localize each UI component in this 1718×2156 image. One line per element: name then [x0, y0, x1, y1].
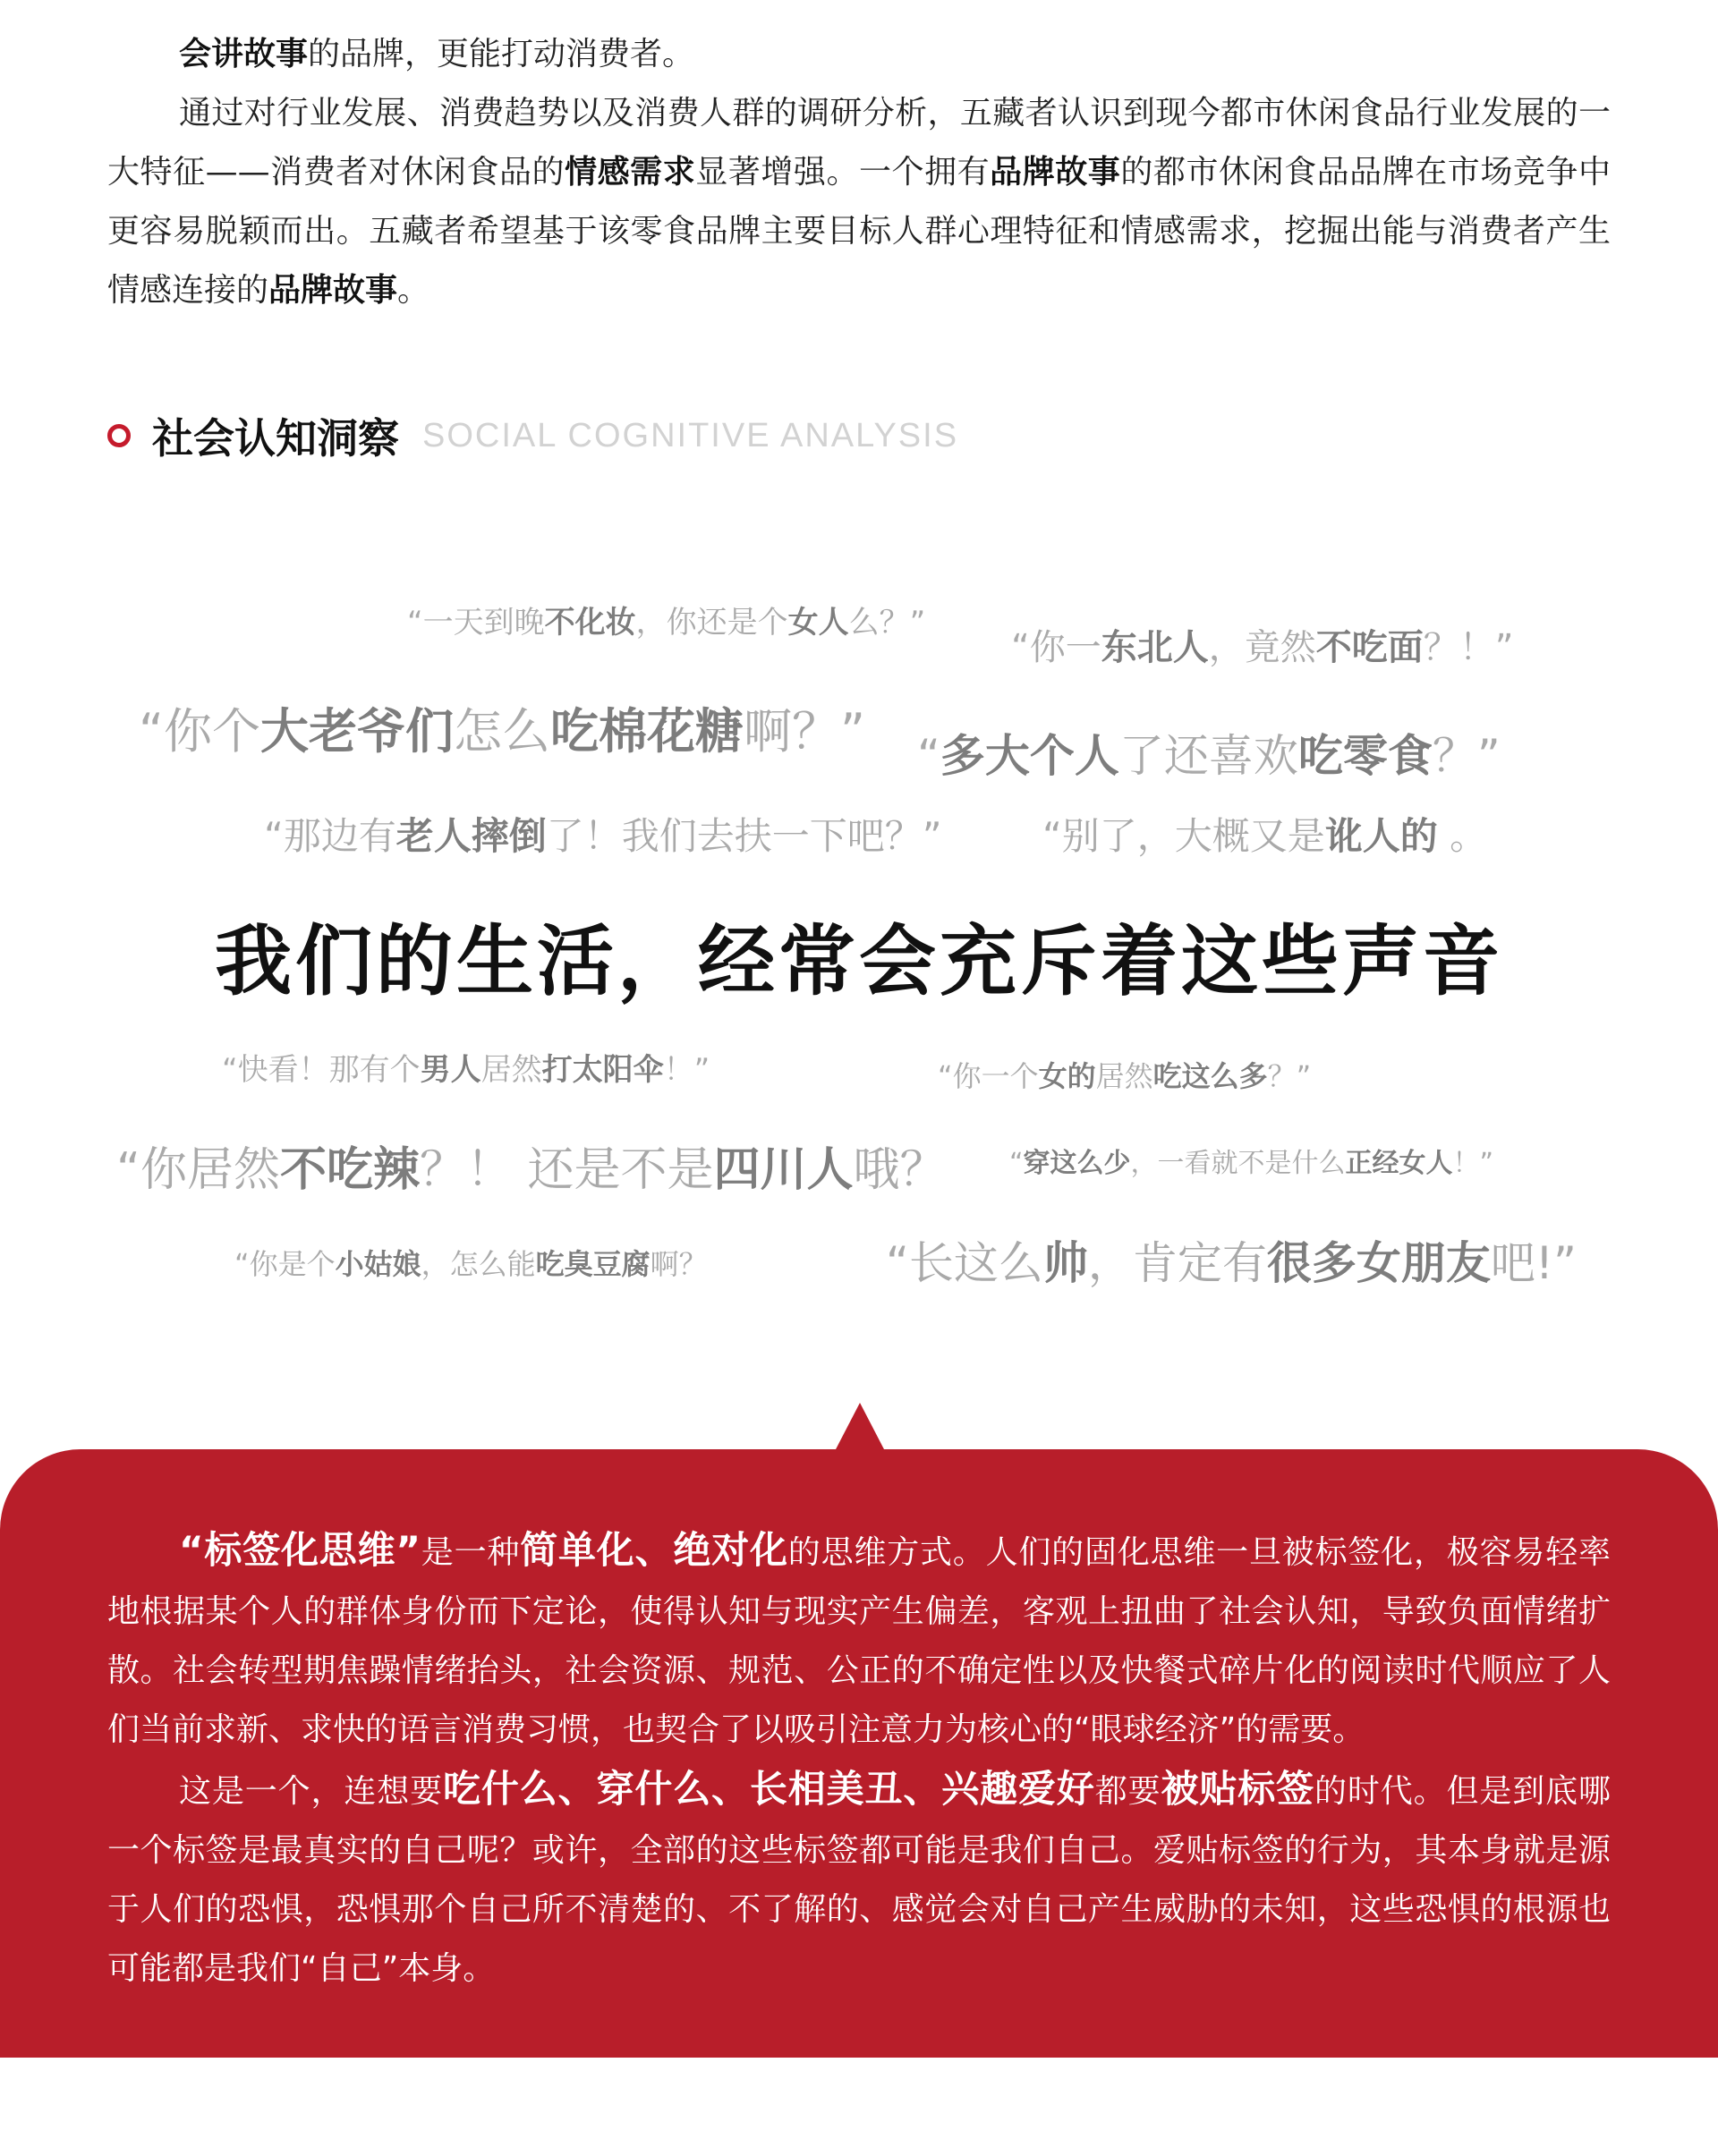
emphasis-text: 正经女人 [1345, 1148, 1453, 1179]
section-subtitle: SOCIAL COGNITIVE ANALYSIS [422, 416, 959, 454]
text-run: 这是一个，连想要 [179, 1773, 443, 1810]
emphasis-text: 很多女朋友 [1266, 1237, 1491, 1289]
text-run: “你一个 [938, 1059, 1039, 1093]
quote-item [234, 1242, 708, 1283]
emphasis-text: 老人摔倒 [395, 814, 547, 858]
quote-item [407, 598, 925, 641]
text-run: “ [917, 730, 940, 782]
text-run: “长这么 [886, 1237, 1043, 1289]
text-run: ，肯定有 [1087, 1237, 1267, 1289]
text-run: ？！” [1423, 627, 1514, 668]
quote-item [1009, 1141, 1493, 1180]
callout-paragraph-2 [107, 1760, 1611, 1999]
emphasis-text: 品牌故事 [990, 154, 1121, 191]
emphasis-text: 男人 [420, 1052, 481, 1088]
text-run: 。 [1437, 814, 1488, 858]
text-run: “你是个 [234, 1247, 336, 1281]
emphasis-text: 女人 [787, 605, 849, 641]
callout-paragraph-1 [107, 1521, 1611, 1760]
text-run: 么？” [848, 605, 926, 641]
emphasis-text: 会讲故事 [179, 36, 309, 72]
text-run: 吧!” [1490, 1237, 1577, 1289]
emphasis-text: 讹人的 [1324, 814, 1438, 858]
emphasis-text: 被贴标签 [1161, 1767, 1314, 1811]
text-run: 哦？ [853, 1143, 947, 1197]
text-run: “你居然 [116, 1143, 280, 1197]
text-run: ？” [1267, 1059, 1312, 1093]
text-run: 显著增强。一个拥有 [695, 154, 991, 191]
emphasis-text: 不吃面 [1315, 627, 1424, 668]
quote-item [1011, 619, 1513, 670]
emphasis-text: 吃什么、穿什么、长相美丑、兴趣爱好 [442, 1767, 1095, 1811]
text-run: ，怎么能 [421, 1247, 536, 1281]
quote-item [222, 1045, 710, 1089]
quote-item [1042, 807, 1487, 861]
headline: 我们的生活，经常会充斥着这些声音 [215, 917, 1503, 1006]
emphasis-text: 品牌故事 [268, 272, 398, 309]
emphasis-text: 四川人 [713, 1143, 854, 1197]
emphasis-text: 吃臭豆腐 [535, 1247, 651, 1281]
text-run: “你个 [139, 703, 260, 760]
section-heading [107, 404, 958, 467]
text-run: “你一 [1011, 627, 1101, 668]
text-run: ，竟然 [1208, 627, 1316, 668]
text-run: 是一种 [421, 1534, 521, 1571]
intro-paragraph-1 [107, 25, 1611, 84]
intro-paragraph-2 [107, 84, 1611, 320]
text-run: 都要 [1094, 1773, 1161, 1810]
callout-notch [835, 1403, 885, 1451]
emphasis-text: 帅 [1042, 1237, 1088, 1289]
text-run: ！” [663, 1052, 710, 1088]
text-run: 啊？” [743, 703, 865, 760]
emphasis-text: 吃这么多 [1152, 1059, 1268, 1093]
text-run: 了！我们去扶一下吧？” [546, 814, 942, 858]
emphasis-text: 女的 [1038, 1059, 1096, 1093]
circle-bullet-icon [107, 424, 131, 447]
text-run: ，一看就不是什么 [1130, 1148, 1346, 1179]
emphasis-text: 多大个人 [940, 730, 1119, 782]
emphasis-text: “标签化思维” [179, 1528, 421, 1572]
quote-item [139, 693, 865, 762]
text-run: ？” [1432, 730, 1501, 782]
text-run: “别了，大概又是 [1042, 814, 1325, 858]
emphasis-text: 小姑娘 [335, 1247, 421, 1281]
emphasis-text: 不化妆 [544, 605, 636, 641]
emphasis-text: 打太阳伞 [541, 1052, 664, 1088]
text-run: 的思维方式。人们的固化思维一旦被标签化，极容易轻率地根据某个人的群体身份而下定论，使得认知与现实产生偏差，客观上扭曲了社会认知，导致负面情绪扩散。社会转型期焦躁情绪抬头，社会资源、规范、公正的不确定性以及快餐式碎片化的阅读时代顺应了人们当前求新、求快的语言消费习惯，也契合了以吸引注意力为核心的“眼球经济”的需要。 [107, 1534, 1611, 1748]
emphasis-text: 简单化、绝对化 [520, 1528, 788, 1572]
emphasis-text: 吃零食 [1297, 730, 1433, 782]
text-run: 啊？ [650, 1247, 708, 1281]
text-run: 的时代。但是到底哪一个标签是最真实的自己呢？或许，全部的这些标签都可能是我们自己。爱贴标签的行为，其本身就是源于人们的恐惧，恐惧那个自己所不清楚的、不了解的、感觉会对自己产生威胁的未知，这些恐惧的根源也可能都是我们“自己”本身。 [107, 1773, 1611, 1987]
emphasis-text: 不吃辣 [279, 1143, 420, 1197]
text-run: “那边有 [264, 814, 396, 858]
text-run: “一天到晚 [407, 605, 545, 641]
text-run: 怎么 [453, 703, 550, 760]
text-run: “快看！那有个 [222, 1052, 421, 1088]
text-run: 的都市休闲食品品牌在市场竞争中更容易脱颖而出。五藏者希望基于该零食品牌主要目标人群心理特征和情感需求，挖掘出能与消费者产生情感连接的 [107, 154, 1611, 309]
text-run: “ [1009, 1148, 1024, 1179]
callout-text [107, 1521, 1611, 1999]
emphasis-text: 穿这么少 [1023, 1148, 1131, 1179]
text-run: 了还喜欢 [1118, 730, 1298, 782]
text-run: 通过对行业发展、消费趋势以及消费人群的调研分析，五藏者认识到现今都市休闲食品行业发展的一大特征——消费者对休闲食品的 [107, 95, 1611, 191]
emphasis-text: 吃棉花糖 [549, 703, 744, 760]
emphasis-text: 大老爷们 [259, 703, 454, 760]
text-run: 的品牌，更能打动消费者。 [308, 36, 695, 72]
quote-item [886, 1227, 1577, 1292]
section-title: 社会认知洞察 [152, 414, 399, 463]
quote-item [917, 720, 1501, 785]
quote-item [938, 1054, 1311, 1095]
text-run: 。 [397, 272, 430, 309]
emphasis-text: 东北人 [1101, 627, 1209, 668]
quote-item [264, 807, 942, 861]
emphasis-text: 情感需求 [565, 154, 696, 191]
text-run: 居然 [1095, 1059, 1153, 1093]
text-run: ，你还是个 [635, 605, 788, 641]
text-run: 居然 [481, 1052, 542, 1088]
text-run: ！” [1452, 1148, 1494, 1179]
quote-item [116, 1132, 947, 1199]
text-run: ？！ 还是不是 [419, 1143, 714, 1197]
